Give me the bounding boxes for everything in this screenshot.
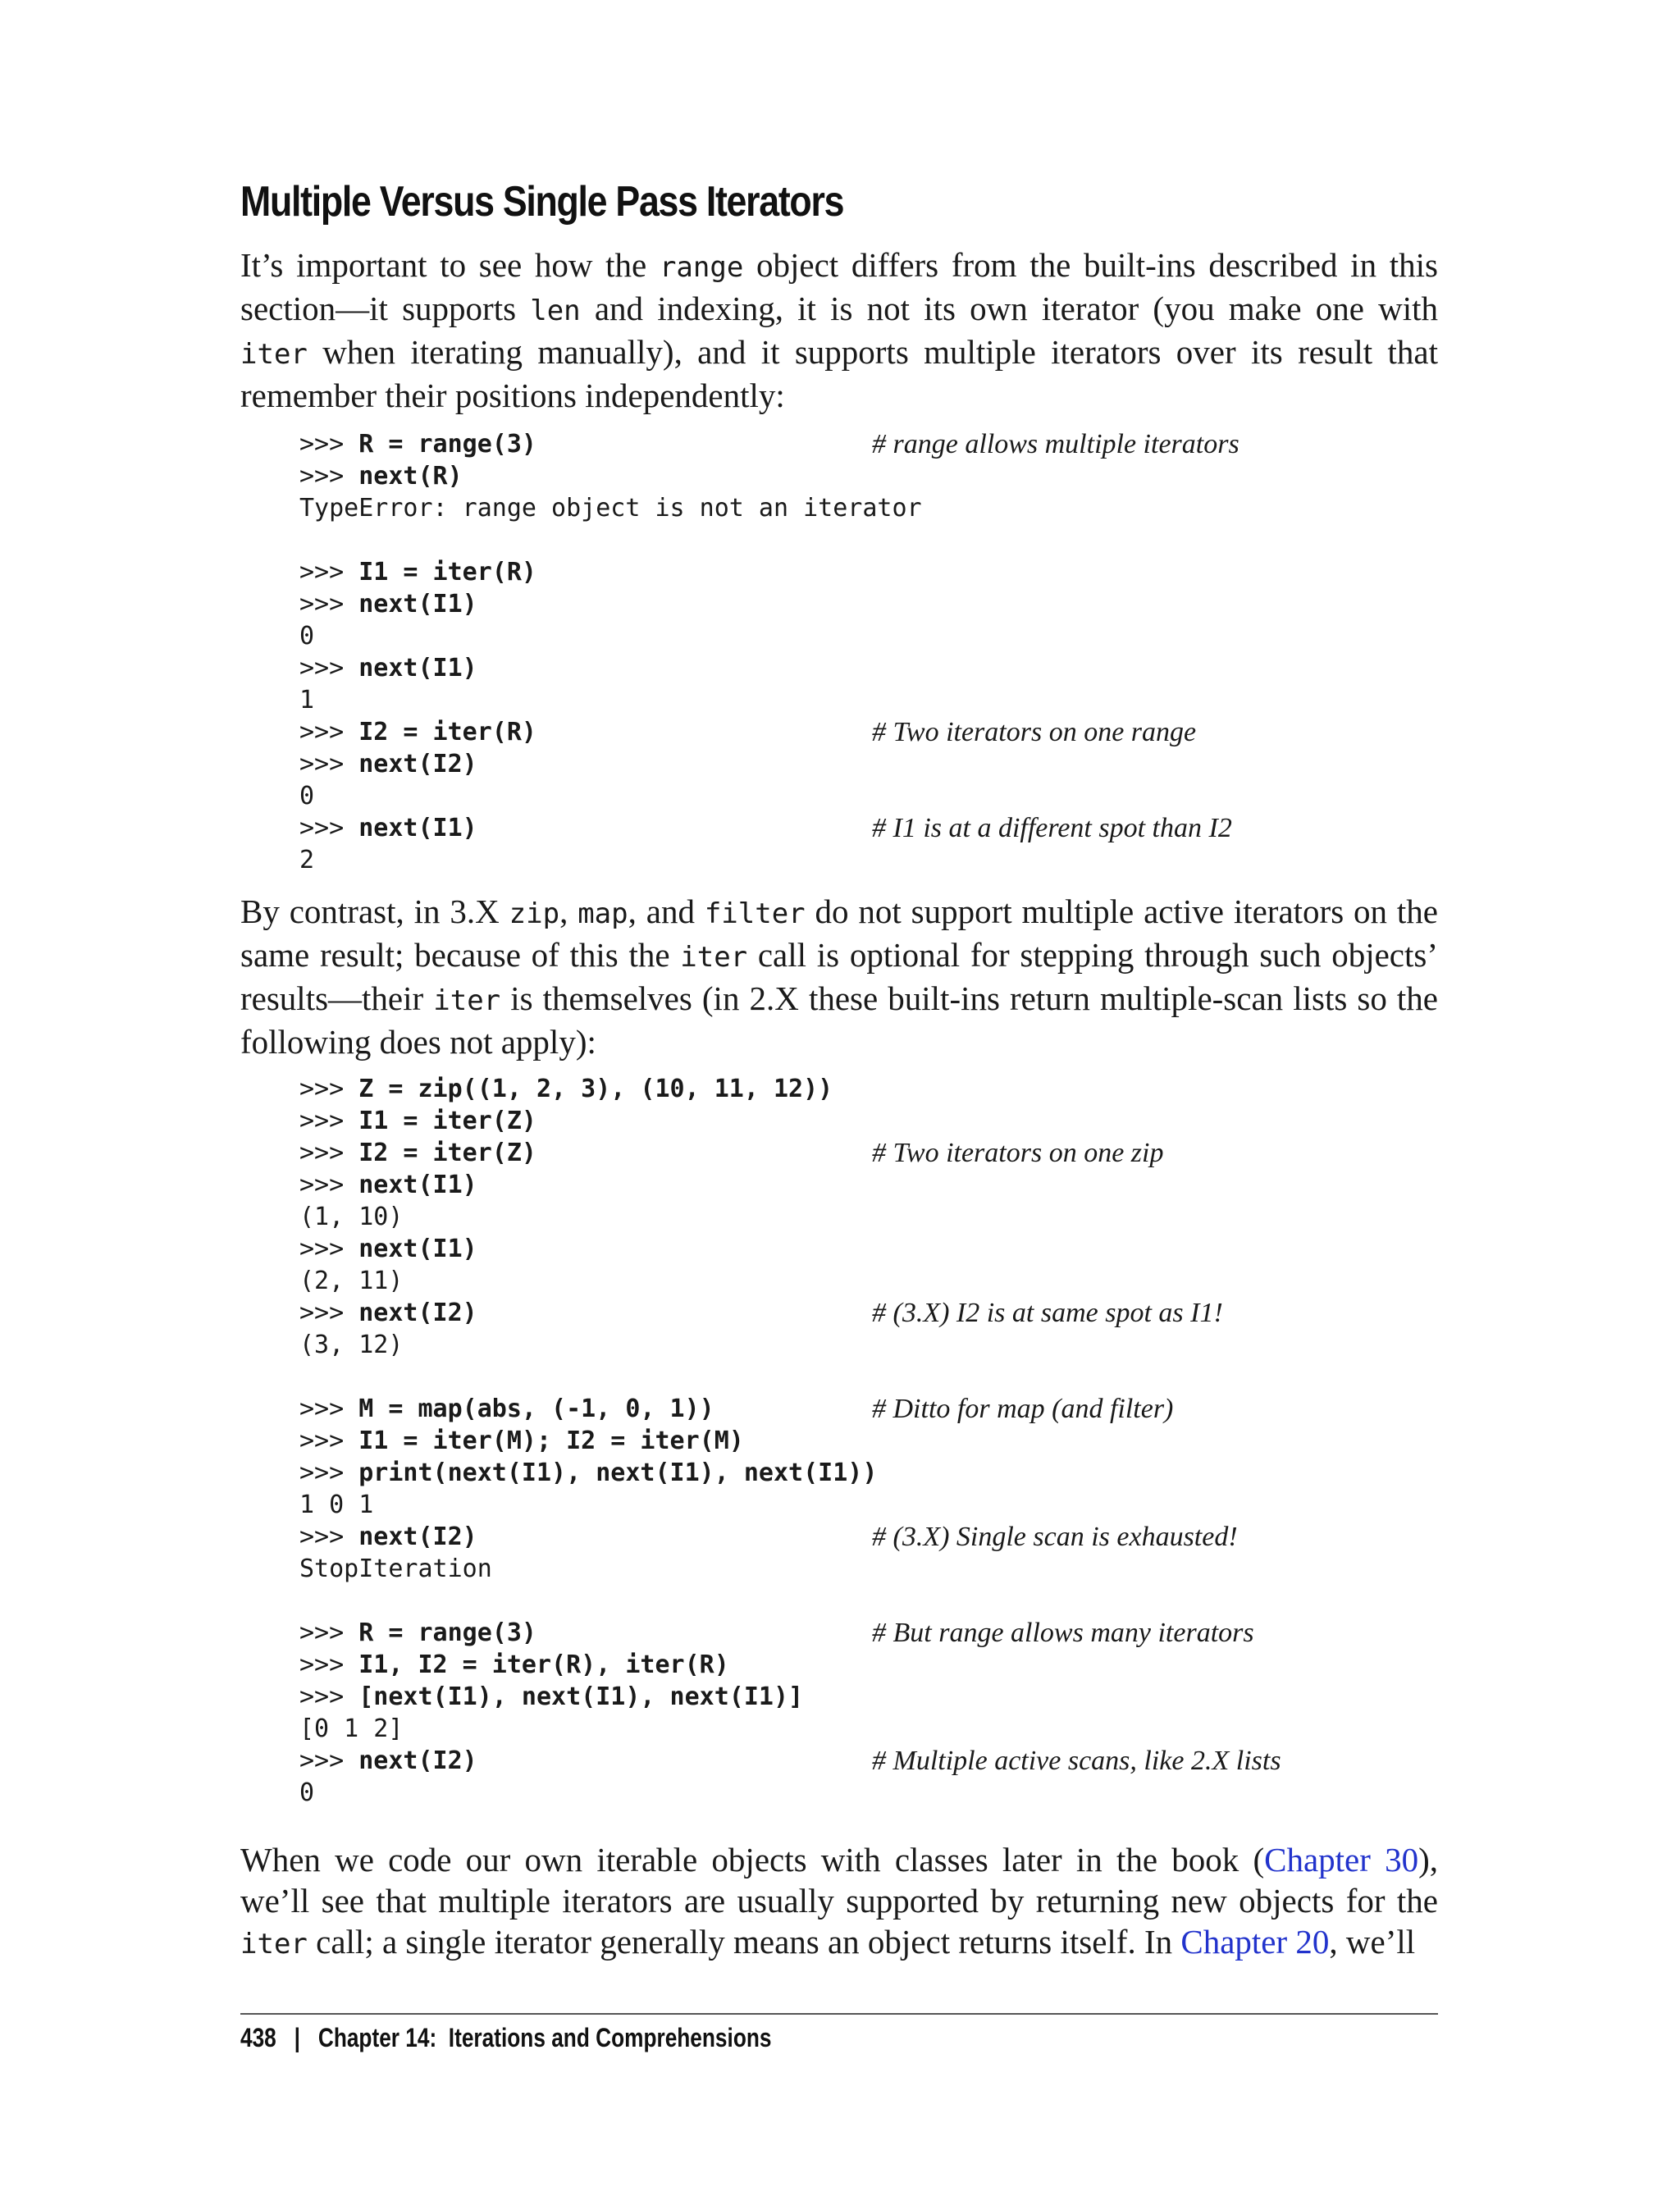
code-line (299, 1169, 1431, 1201)
footer-rule (240, 2013, 1438, 2015)
code-line (299, 1681, 1431, 1713)
text-run: object differs from the built-ins described in this (743, 246, 1439, 284)
chapter-link[interactable]: Chapter 30 (1264, 1841, 1419, 1879)
code-prompt: >>> (299, 558, 359, 587)
code-prompt: >>> (299, 654, 359, 682)
code-line (299, 1489, 1431, 1521)
text-line (240, 978, 1438, 1021)
code-input: next(I1) (358, 654, 477, 682)
code-prompt: >>> (299, 1682, 359, 1711)
code-line (299, 1265, 1431, 1297)
code-prompt: >>> (299, 430, 359, 459)
code-input: next(I1) (358, 1171, 477, 1199)
code-output: 2 (299, 846, 315, 874)
code-line (299, 1617, 1431, 1649)
code-prompt: >>> (299, 1075, 359, 1103)
code-comment: # Ditto for map (and filter) (872, 1394, 1174, 1424)
code-line (299, 524, 1431, 556)
code-input: [next(I1), next(I1), next(I1)] (358, 1682, 804, 1711)
code-output: 0 (299, 782, 315, 810)
section-heading: Multiple Versus Single Pass Iterators (240, 178, 844, 226)
code-prompt: >>> (299, 1746, 359, 1775)
code-input: next(I1) (358, 814, 477, 842)
text-line (240, 331, 1438, 375)
code-output: 0 (299, 622, 315, 651)
text-line (240, 934, 1438, 978)
code-line (299, 556, 1431, 588)
code-line (299, 716, 1431, 748)
code-comment: # range allows multiple iterators (872, 429, 1239, 459)
code-comment: # (3.X) Single scan is exhausted! (872, 1522, 1238, 1552)
code-line (299, 460, 1431, 492)
page-footer (240, 2023, 771, 2053)
code-input: next(I1) (358, 1235, 477, 1263)
paragraph-contrast (240, 891, 1438, 1062)
code-prompt: >>> (299, 462, 359, 491)
text-run: we’ll see that multiple iterators are usually supported by returning new objects for the (240, 1882, 1438, 1920)
inline-code: zip (509, 897, 560, 930)
code-line (299, 812, 1431, 844)
code-line (299, 1457, 1431, 1489)
code-line (299, 1073, 1431, 1105)
running-chapter-title: Chapter 14: Iterations and Comprehensions (317, 2023, 772, 2052)
code-line (299, 1585, 1431, 1617)
code-output: TypeError: range object is not an iterator (299, 494, 922, 523)
code-line (299, 1553, 1431, 1585)
code-input: I1, I2 = iter(R), iter(R) (358, 1650, 729, 1679)
text-run: following does not apply): (240, 1023, 596, 1061)
code-line (299, 1233, 1431, 1265)
code-output: StopIteration (299, 1554, 492, 1583)
code-output: (3, 12) (299, 1331, 404, 1359)
text-run: section—it supports (240, 290, 531, 327)
code-input: Z = zip((1, 2, 3), (10, 11, 12)) (358, 1075, 833, 1103)
code-line (299, 1649, 1431, 1681)
text-run: , we’ll (1329, 1923, 1416, 1961)
code-prompt: >>> (299, 1618, 359, 1647)
code-block-range (299, 428, 1431, 876)
code-prompt: >>> (299, 1427, 359, 1455)
page-number: 438 (240, 2023, 276, 2052)
code-prompt: >>> (299, 1235, 359, 1263)
inline-code: filter (704, 897, 806, 930)
code-comment: # Multiple active scans, like 2.X lists (872, 1746, 1281, 1776)
text-line (240, 891, 1438, 934)
code-line (299, 1105, 1431, 1137)
inline-code: len (530, 294, 581, 327)
code-comment: # (3.X) I2 is at same spot as I1! (872, 1298, 1223, 1328)
text-line (240, 1880, 1438, 1921)
code-line (299, 748, 1431, 780)
text-line (240, 375, 1438, 416)
text-line (240, 288, 1438, 331)
code-input: next(I1) (358, 590, 477, 619)
code-line (299, 684, 1431, 716)
text-run: By contrast, in 3.X (240, 892, 509, 930)
code-line (299, 1137, 1431, 1169)
inline-code: range (659, 251, 744, 284)
text-run: , and (628, 892, 705, 930)
inline-code: iter (433, 984, 501, 1017)
inline-code: iter (680, 941, 748, 974)
text-line (240, 1921, 1438, 1965)
code-prompt: >>> (299, 590, 359, 619)
code-input: print(next(I1), next(I1), next(I1)) (358, 1459, 878, 1487)
code-line (299, 1713, 1431, 1745)
code-input: M = map(abs, (-1, 0, 1)) (358, 1395, 714, 1423)
inline-code: iter (240, 338, 308, 371)
code-output: (1, 10) (299, 1203, 404, 1231)
code-block-zip-map (299, 1073, 1431, 1809)
code-prompt: >>> (299, 1171, 359, 1199)
text-run: When we code our own iterable objects with classes later in the book ( (240, 1841, 1265, 1879)
code-comment: # But range allows many iterators (872, 1618, 1254, 1648)
code-prompt: >>> (299, 1459, 359, 1487)
code-output: 1 (299, 686, 315, 714)
code-line (299, 492, 1431, 524)
text-run: call; a single iterator generally means an object returns itself. In (307, 1923, 1181, 1961)
text-run: It’s important to see how the (240, 246, 660, 284)
text-line (240, 1021, 1438, 1062)
code-line (299, 1521, 1431, 1553)
code-prompt: >>> (299, 1395, 359, 1423)
code-prompt: >>> (299, 750, 359, 778)
code-prompt: >>> (299, 1107, 359, 1135)
code-input: I1 = iter(Z) (358, 1107, 536, 1135)
code-line (299, 588, 1431, 620)
text-run: when iterating manually), and it supports multiple iterators over its result that (307, 333, 1438, 371)
code-line (299, 652, 1431, 684)
footer-separator: | (294, 2023, 300, 2052)
code-input: next(I2) (358, 750, 477, 778)
code-prompt: >>> (299, 1522, 359, 1551)
code-input: I2 = iter(Z) (358, 1139, 536, 1167)
code-output: 0 (299, 1778, 315, 1807)
code-line (299, 844, 1431, 876)
code-line (299, 1425, 1431, 1457)
paragraph-classes (240, 1839, 1438, 1965)
code-line (299, 1745, 1431, 1777)
text-run: and indexing, it is not its own iterator (you make one with (580, 290, 1438, 327)
code-prompt: >>> (299, 1139, 359, 1167)
inline-code: iter (240, 1928, 308, 1961)
code-prompt: >>> (299, 814, 359, 842)
text-run: remember their positions independently: (240, 377, 785, 414)
code-prompt: >>> (299, 1650, 359, 1679)
code-comment: # Two iterators on one zip (872, 1138, 1164, 1168)
code-input: R = range(3) (358, 430, 536, 459)
text-run: do not support multiple active iterators on the (805, 892, 1439, 930)
inline-code: map (578, 897, 628, 930)
code-input: next(R) (358, 462, 463, 491)
code-line (299, 1329, 1431, 1361)
code-input: next(I2) (358, 1299, 477, 1327)
text-run: , (559, 892, 578, 930)
text-line (240, 1839, 1438, 1880)
code-line (299, 780, 1431, 812)
code-line (299, 1393, 1431, 1425)
code-output: 1 0 1 (299, 1491, 374, 1519)
code-comment: # Two iterators on one range (872, 717, 1197, 747)
code-output: [0 1 2] (299, 1714, 404, 1743)
code-output: (2, 11) (299, 1267, 404, 1295)
code-line (299, 1777, 1431, 1809)
chapter-link[interactable]: Chapter 20 (1180, 1923, 1330, 1961)
code-line (299, 1201, 1431, 1233)
text-run: results—their (240, 979, 434, 1017)
text-line (240, 244, 1438, 288)
code-line (299, 1361, 1431, 1393)
code-input: next(I2) (358, 1746, 477, 1775)
code-input: I1 = iter(R) (358, 558, 536, 587)
text-run: same result; because of this the (240, 936, 681, 974)
code-prompt: >>> (299, 718, 359, 746)
text-run: is themselves (in 2.X these built-ins return multiple-scan lists so the (500, 979, 1438, 1017)
code-prompt: >>> (299, 1299, 359, 1327)
text-run: call is optional for stepping through such objects’ (747, 936, 1438, 974)
paragraph-intro (240, 244, 1438, 416)
code-line (299, 428, 1431, 460)
code-comment: # I1 is at a different spot than I2 (872, 813, 1232, 843)
code-input: R = range(3) (358, 1618, 536, 1647)
text-run: ), (1418, 1841, 1438, 1879)
code-line (299, 620, 1431, 652)
code-input: I1 = iter(M); I2 = iter(M) (358, 1427, 744, 1455)
code-line (299, 1297, 1431, 1329)
code-input: next(I2) (358, 1522, 477, 1551)
code-input: I2 = iter(R) (358, 718, 536, 746)
